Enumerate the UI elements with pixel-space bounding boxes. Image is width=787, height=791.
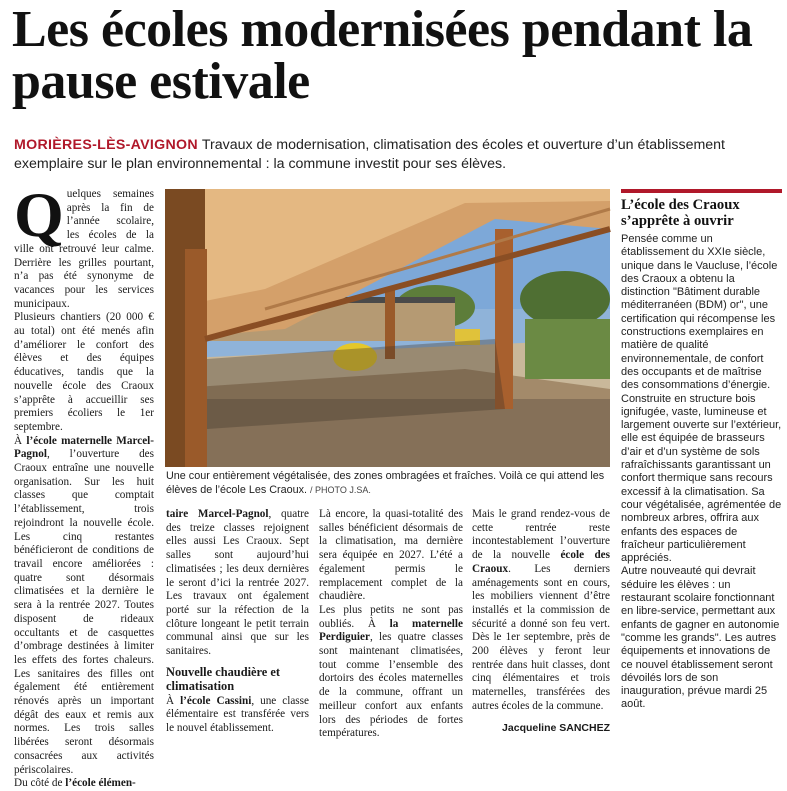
paragraph: À l’école Cassini, une classe élémentaire est transférée vers le nouvel établissement.: [166, 694, 309, 735]
headline: Les écoles modernisées pendant la pause estivale: [12, 1, 753, 110]
paragraph: Plusieurs chantiers (20 000 € au total) ont été menés afin d’améliorer le confort des élèves et des équipes éducatives, tandis que la nouvelle école des Craoux s’apprête à accueillir ses premiers écoliers le 1er septembre.: [14, 311, 154, 433]
paragraph: Du côté de l’école élémen-: [14, 777, 136, 790]
sidebar-paragraph: Construite en structure bois ignifugée, vaste, lumineuse et largement ouverte sur l’extérieur, elle est équipée de brasseurs d’air et d’un système de sols rafraîchissants garantissant un confort thermique sans recours excessif à la climatisation. Sa cour végétalisée, agrémentée de nombreux arbres, offrira aux enfants des espaces de fraîcheur particulièrement appréciés.: [621, 392, 782, 565]
sidebar-box: [621, 189, 782, 719]
sidebar-paragraph: Autre nouveauté qui devrait séduire les élèves : un restaurant scolaire fonctionnant en libre-service, permettant aux enfants de gagner en autonomie "comme les grands". Les autres équipements et innovations de ce nouvel établissement seront dévoilés lors de son inauguration, prévue mardi 25 août.: [621, 565, 780, 711]
place-name: MORIÈRES-LÈS-AVIGNON: [14, 137, 198, 153]
subheading: Nouvelle chaudière et climatisation: [166, 664, 281, 693]
photo-caption: Une cour entièrement végétalisée, des zones ombragées et fraîches. Voilà ce qui attend les élèves de l’école Les Craoux. / PHOTO J.SA.: [166, 470, 605, 496]
paragraph: Là encore, la quasi-totalité des salles bénéficient désormais de la climatisation, ma dernière sera équipée en 2027. L’été a également permis le remplacement complet de la chaudière.: [319, 508, 463, 603]
column-2: [166, 508, 309, 736]
sidebar-paragraph: Pensée comme un établissement du XXIe siècle, unique dans le Vaucluse, l’école des Craoux a obtenu la distinction "Bâtiment durable méditerranéen (BDM) or", une certification qui récompense les constructions exemplaires en matière de qualité environnementale, de confort des occupants et de maîtrise des consommations d’énergie.: [621, 233, 778, 392]
column-3: [319, 508, 463, 741]
sidebar-title: L’école des Craoux s’apprête à ouvrir: [621, 197, 740, 229]
paragraph: Les plus petits ne sont pas oubliés. À la maternelle Perdiguier, les quatre classes sont maintenant climatisées, tout comme l’ensemble des dortoirs des écoles maternelles de la commune, offrant un meilleur confort aux enfants lors des périodes de fortes températures.: [319, 603, 463, 740]
schoolyard-illustration: [165, 189, 610, 467]
author-byline: Jacqueline SANCHEZ: [502, 721, 610, 734]
drop-cap: Q: [14, 179, 64, 250]
lead-text: Travaux de modernisation, climatisation des écoles et ouverture d’un établissement exemplaire sur le plan environnemental : la commune investit pour ses élèves.: [14, 137, 725, 172]
paragraph: Mais le grand rendez-vous de cette rentrée reste incontestablement l’ouverture de la nouvelle école des Craoux. Les derniers aménagements sont en cours, les mobiliers viennent d’être installés et la commission de sécurité a donné son feu vert. Dès le 1er septembre, près de 200 élèves y feront leur rentrée dans huit classes, dont cinq élémentaires et trois maternelles, transférées des autres écoles de la commune.: [472, 508, 611, 712]
lead-paragraph: [14, 136, 782, 174]
school-name: l’école maternelle Marcel-Pagnol: [14, 434, 154, 461]
paragraph: À l’école maternelle Marcel-Pagnol, l’ouverture des Craoux entraîne une nouvelle organisation. Sur les huit classes que comptait l’établissement, trois rejoindront la nouvelle école. Les cinq restantes bénéficieront de conditions de travail encore améliorées : quatre sont désormais climatisées et la dernière le sera à la rentrée 2027. Toutes disposent de rideaux occultants et de casquettes d’ombrage destinées à limiter les effets des fortes chaleurs. Les sanitaires des filles ont également été entièrement rénovés après un important dégât des eaux et remis aux normes. Les trois salles libérées seront désormais consacrées aux activités périscolaires.: [14, 434, 154, 776]
schoolyard-photo: [165, 189, 610, 467]
school-name: taire Marcel-Pagnol: [166, 508, 269, 520]
school-name: école des Craoux: [472, 549, 611, 575]
column-4: [472, 508, 610, 735]
school-name: l’école élémen-: [65, 777, 136, 790]
school-name: l’école Cassini: [180, 694, 252, 707]
paragraph: taire Marcel-Pagnol, quatre des treize classes rejoignent elles aussi Les Craoux. Sept salles sont aujourd’hui climatisées ; les deux dernières le seront d’ici la rentrée 2027. Les travaux ont également porté sur la réfection de la clôture longeant le petit terrain communal ainsi que sur les sanitaires.: [166, 508, 309, 658]
paragraph: uelques semaines après la fin de l’année scolaire, les écoles de la ville ont retrouvé leur calme. Derrière les grilles pourtant, n’a pas été synonyme de vacances pour les services municipaux.: [14, 188, 154, 310]
column-1: [14, 179, 154, 790]
school-name: la maternelle Perdiguier: [319, 617, 463, 644]
photo-credit: / PHOTO J.SA.: [310, 484, 371, 495]
